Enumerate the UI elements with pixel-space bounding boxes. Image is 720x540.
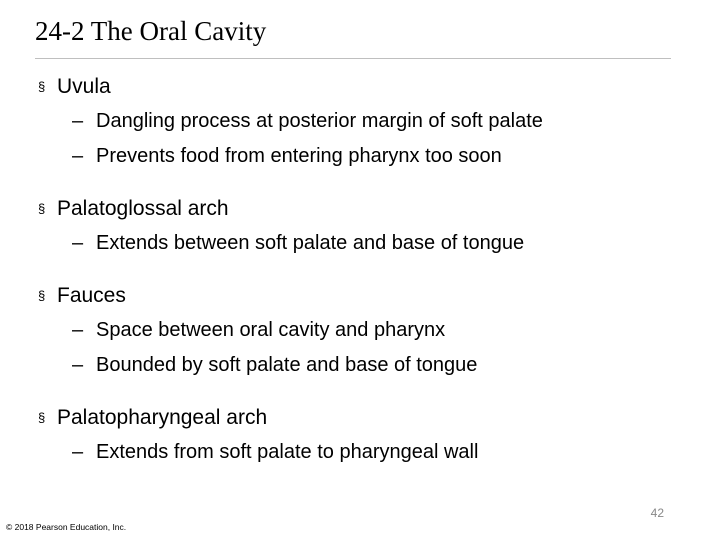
sub-marker: – <box>72 110 84 132</box>
sub-bullet <box>38 313 698 348</box>
sub-bullet <box>38 435 698 470</box>
bullet-marker: § <box>38 410 46 425</box>
sub-marker: – <box>72 145 84 167</box>
sub-bullet-text: Extends from soft palate to pharyngeal wall <box>96 441 479 463</box>
sub-bullet <box>38 348 698 383</box>
bullet-marker: § <box>38 288 46 303</box>
sub-marker: – <box>72 319 84 341</box>
bullet-marker: § <box>38 201 46 216</box>
bullet-heading: Palatopharyngeal arch <box>57 406 268 429</box>
sub-bullet-text: Space between oral cavity and pharynx <box>96 319 446 341</box>
sub-marker: – <box>72 441 84 463</box>
bullet-palatoglossal-arch <box>38 194 698 261</box>
sub-bullet-text: Extends between soft palate and base of tongue <box>96 232 525 254</box>
copyright-notice: © 2018 Pearson Education, Inc. <box>6 522 127 532</box>
page-number: 42 <box>650 506 664 520</box>
bullet-heading: Uvula <box>57 75 111 98</box>
bullet-fauces <box>38 281 698 383</box>
sub-marker: – <box>72 232 84 254</box>
sub-marker: – <box>72 354 84 376</box>
title-divider <box>35 58 671 59</box>
bullet-list <box>38 72 698 490</box>
bullet-marker: § <box>38 79 46 94</box>
bullet-uvula <box>38 72 698 174</box>
sub-bullet-text: Bounded by soft palate and base of tongue <box>96 354 478 376</box>
sub-bullet-text: Prevents food from entering pharynx too soon <box>96 145 502 167</box>
sub-bullet <box>38 139 698 174</box>
sub-bullet <box>38 226 698 261</box>
sub-bullet <box>38 104 698 139</box>
bullet-heading: Fauces <box>57 284 126 307</box>
bullet-palatopharyngeal-arch <box>38 403 698 470</box>
sub-bullet-text: Dangling process at posterior margin of soft palate <box>96 110 543 132</box>
bullet-heading: Palatoglossal arch <box>57 197 229 220</box>
slide-title: 24-2 The Oral Cavity <box>35 16 267 46</box>
